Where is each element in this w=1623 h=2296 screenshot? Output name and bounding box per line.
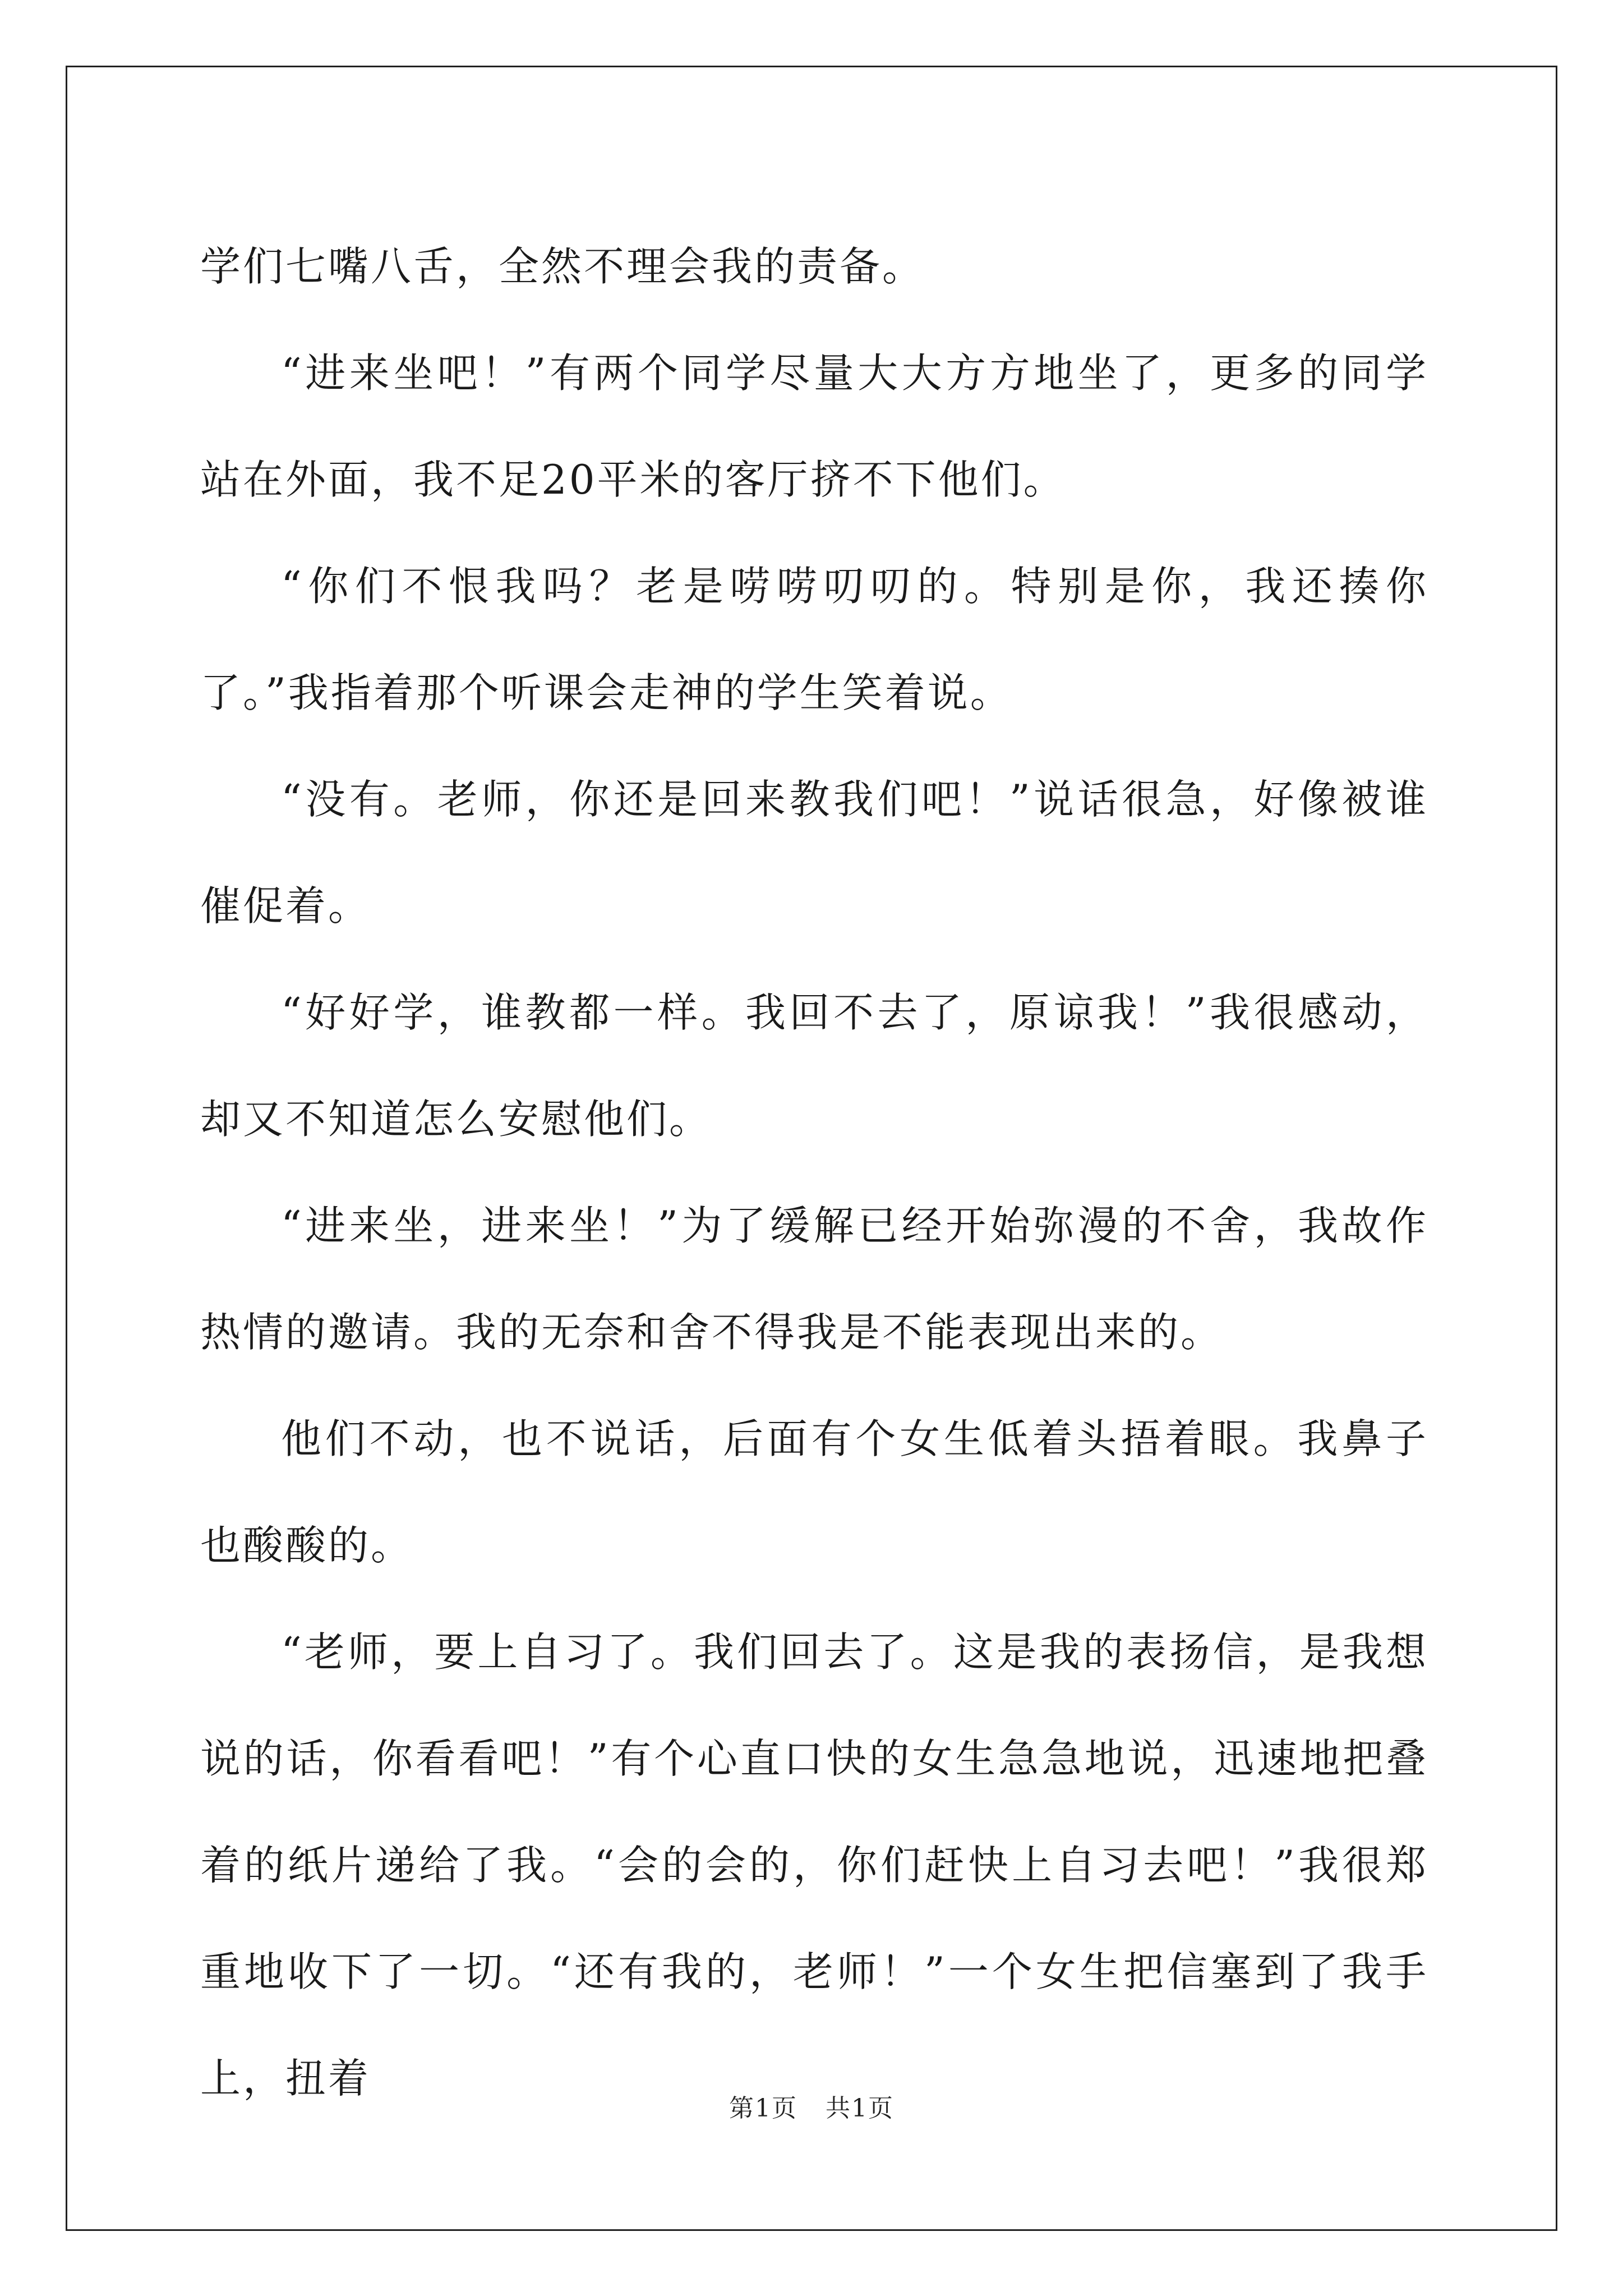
paragraph: “进来坐吧！”有两个同学尽量大大方方地坐了，更多的同学站在外面，我不足20平米的客厅挤不下他们。 — [200, 349, 1428, 503]
paragraph: “进来坐，进来坐！”为了缓解已经开始弥漫的不舍，我故作热情的邀请。我的无奈和舍不得我是不能表现出来的。 — [200, 1202, 1428, 1356]
paragraph: 学们七嘴八舌，全然不理会我的责备。 — [200, 243, 925, 290]
page-number: 第1页 — [729, 2094, 797, 2123]
paragraph: “没有。老师，你还是回来教我们吧！”说话很急，好像被谁催促着。 — [200, 776, 1428, 930]
paragraph: 他们不动，也不说话，后面有个女生低着头捂着眼。我鼻子也酸酸的。 — [200, 1415, 1428, 1569]
paragraph: “老师，要上自习了。我们回去了。这是我的表扬信，是我想说的话，你看看吧！”有个心直口快的女生急急地说，迅速地把叠着的纸片递给了我。“会的会的，你们赶快上自习去吧！”我很郑重地收下了一切。“还有我的，老师！”一个女生把信塞到了我手上，扭着 — [200, 1628, 1428, 2102]
document-body — [200, 213, 1428, 2132]
paragraph: “你们不恨我吗？老是唠唠叨叨的。特别是你，我还揍你了。”我指着那个听课会走神的学生笑着说。 — [200, 563, 1428, 716]
page-footer — [0, 2088, 1623, 2124]
page-total: 共1页 — [826, 2094, 894, 2123]
paragraph: “好好学，谁教都一样。我回不去了，原谅我！”我很感动，却又不知道怎么安慰他们。 — [200, 989, 1428, 1143]
